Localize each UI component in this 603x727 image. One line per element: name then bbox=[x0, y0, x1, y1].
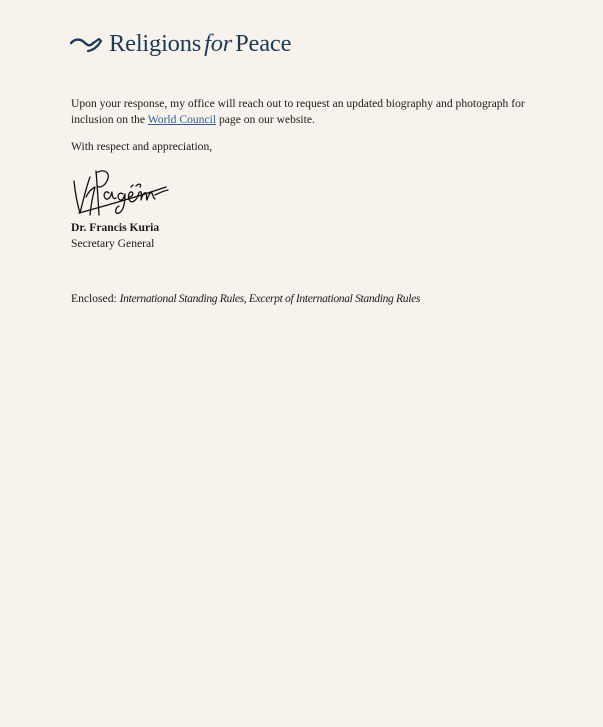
enclosure-line bbox=[71, 292, 420, 305]
world-council-link[interactable]: World Council bbox=[147, 112, 217, 126]
org-name-part3: Peace bbox=[235, 30, 292, 57]
letterhead-logo bbox=[70, 29, 291, 59]
dove-wave-icon bbox=[70, 34, 104, 54]
paragraph-text-before-link: Upon your response, my office will reach out to request an updated biography and photograph for inclusion on the bbox=[71, 97, 525, 126]
closing-line: With respect and appreciation, bbox=[71, 140, 213, 153]
org-name-part2: for bbox=[204, 30, 233, 57]
org-name-part1: Religions bbox=[109, 30, 202, 57]
enclosure-items: International Standing Rules, Excerpt of International Standing Rules bbox=[119, 292, 421, 305]
enclosure-label: Enclosed: bbox=[71, 292, 117, 305]
organization-name bbox=[109, 30, 291, 58]
signatory-title: Secretary General bbox=[71, 237, 155, 250]
paragraph-text-after-link: page on our website. bbox=[216, 112, 315, 126]
signatory-name: Dr. Francis Kuria bbox=[71, 221, 160, 234]
handwritten-signature bbox=[71, 163, 173, 221]
letter-paragraph bbox=[71, 96, 543, 127]
